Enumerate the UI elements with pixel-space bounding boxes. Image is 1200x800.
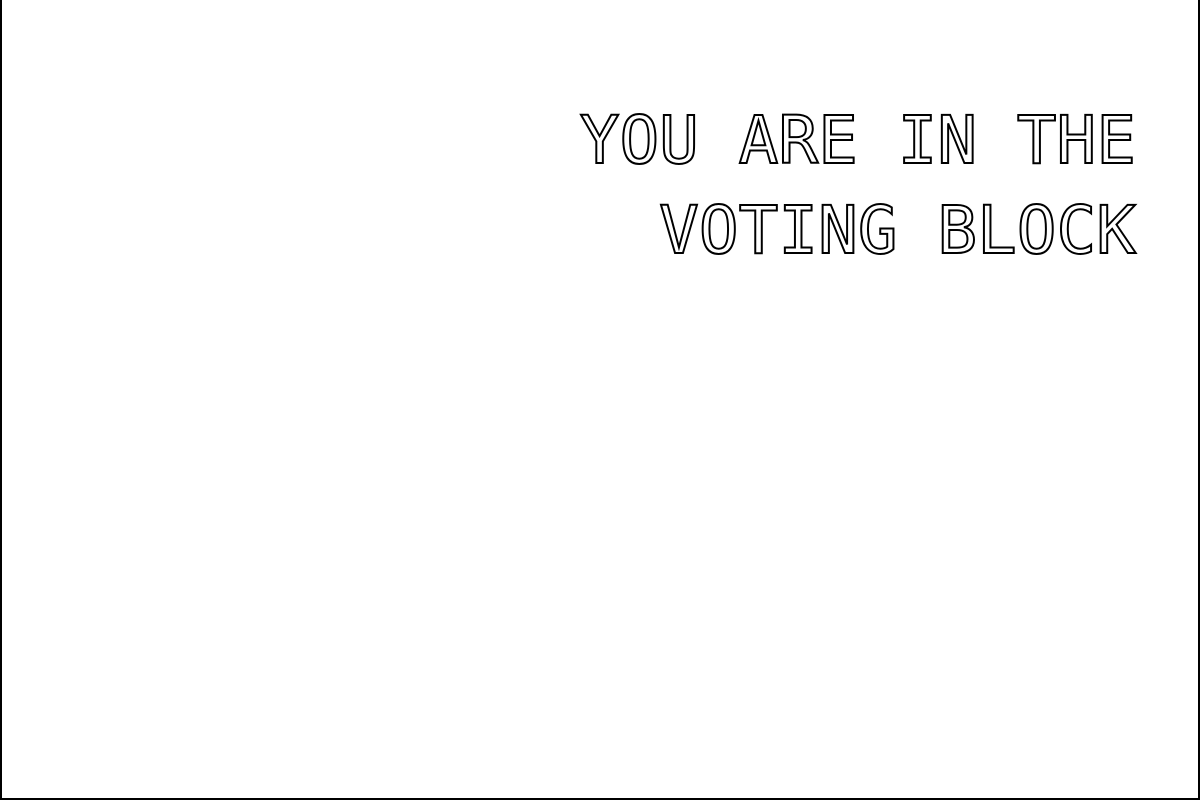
headline xyxy=(580,96,1136,276)
headline-line-1: YOU ARE IN THE xyxy=(579,102,1136,179)
headline-line-2: VOTING BLOCK xyxy=(659,192,1136,269)
